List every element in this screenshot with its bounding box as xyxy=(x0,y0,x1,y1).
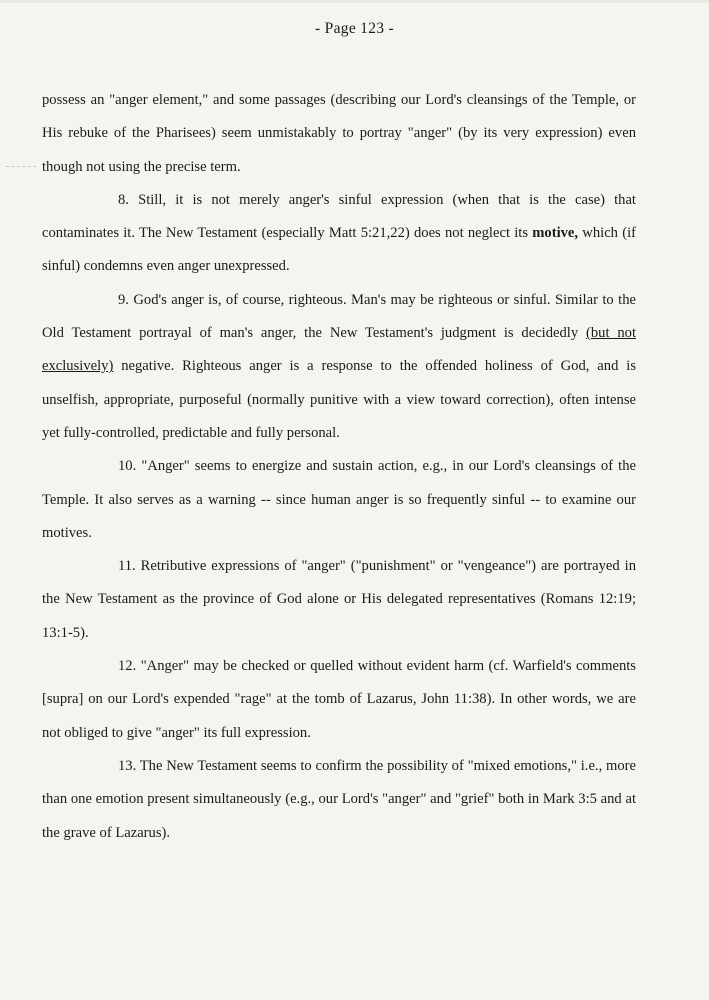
paragraph-8-bold-motive: motive, xyxy=(532,225,579,242)
page-number-header: - Page 123 - xyxy=(315,20,394,37)
paragraph-9 xyxy=(42,284,636,450)
paragraph-9-text-start: 9. God's anger is, of course, righteous. Man's may be righteous or sinful. Similar to the Old Testament portrayal of man's anger, the New Testament's judgment is decidedly xyxy=(42,291,636,342)
paragraph-8 xyxy=(42,184,636,284)
paragraph-13: 13. The New Testament seems to confirm the possibility of "mixed emotions," i.e., more than one emotion present simultaneously (e.g., our Lord's "anger" and "grief" both in Mark 3:5 and at the grave of Lazarus). xyxy=(42,757,636,841)
paragraph-continuation: possess an "anger element," and some passages (describing our Lord's cleansings of the Temple, or His rebuke of the Pharisees) seem unmistakably to portray "anger" (by its very expression) even though not using the precise term. xyxy=(42,92,636,175)
paragraph-9-text-end: negative. Righteous anger is a response to the offended holiness of God, and is unselfish, appropriate, purposeful (normally punitive with a view toward correction), often intense yet fully-controlled, predictable and fully personal. xyxy=(42,358,636,441)
scan-edge xyxy=(0,0,709,3)
paragraph-11: 11. Retributive expressions of "anger" ("punishment" or "vengeance") are portrayed in the New Testament as the province of God alone or His delegated representatives (Romans 12:19; 13:1-5). xyxy=(42,558,636,641)
paragraph-8-text-end: which (if sinful) condemns even anger unexpressed. xyxy=(42,225,636,275)
paragraph-8-text-start: 8. Still, it is not merely anger's sinful expression (when that is the case) that contaminates it. The New Testament (especially Matt 5:21,22) does not neglect its xyxy=(42,191,636,242)
paragraph-10: 10. "Anger" seems to energize and sustain action, e.g., in our Lord's cleansings of the Temple. It also serves as a warning -- since human anger is so frequently sinful -- to examine our motives. xyxy=(42,458,636,541)
paragraph-9-underlined-phrase: (but not exclusively) xyxy=(42,325,636,375)
margin-mark xyxy=(6,166,36,175)
paragraph-12: 12. "Anger" may be checked or quelled without evident harm (cf. Warfield's comments [supra] on our Lord's expended "rage" at the tomb of Lazarus, John 11:38). In other words, we are not obliged to give "anger" its full expression. xyxy=(42,658,636,741)
document-body xyxy=(42,84,636,850)
